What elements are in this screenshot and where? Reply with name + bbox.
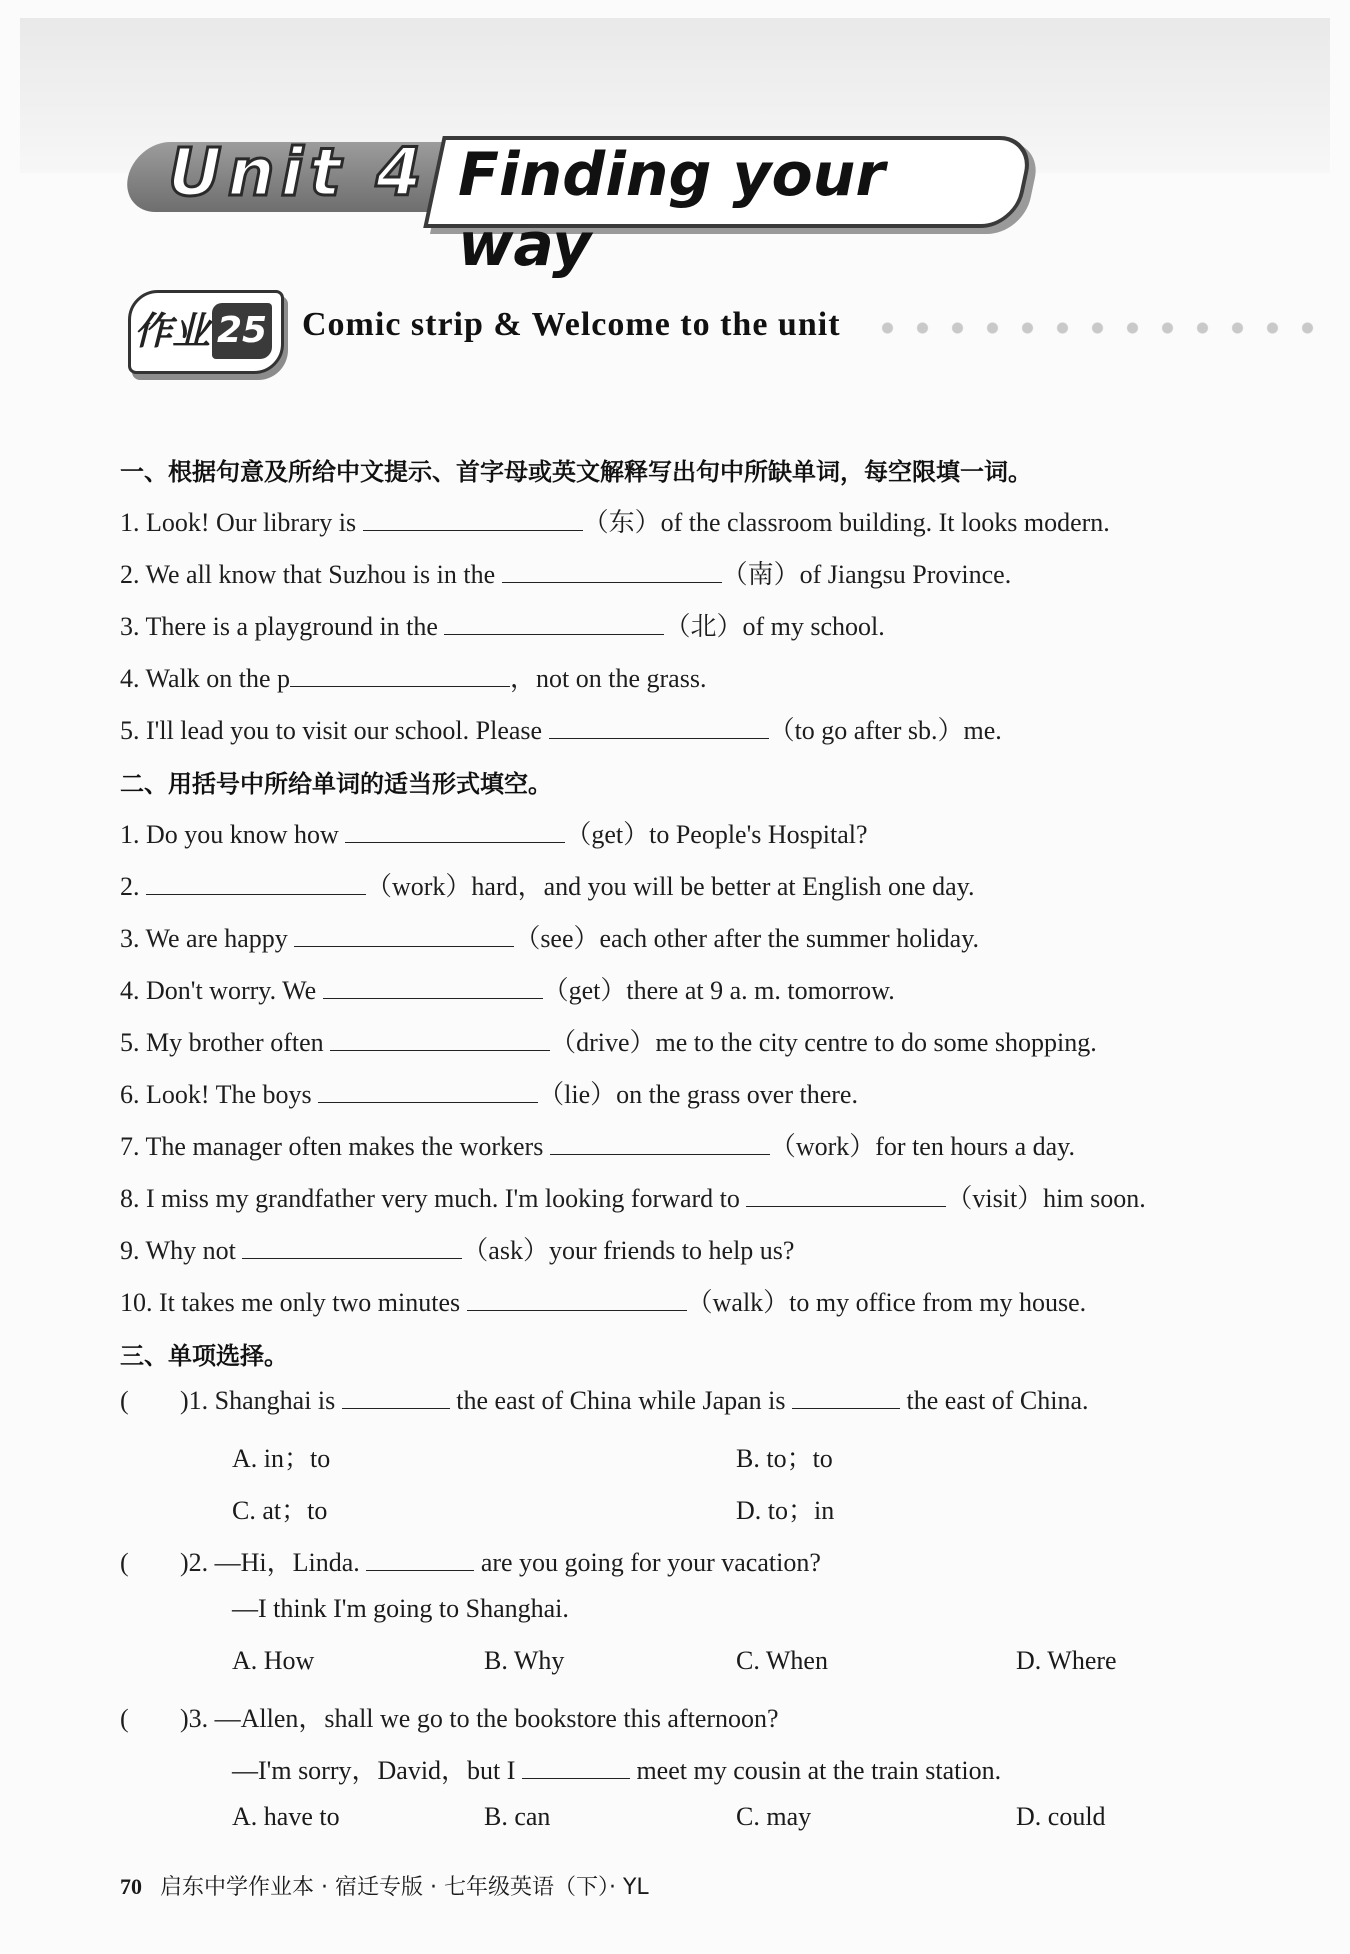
s2-item-7-pre: 7. The manager often makes the workers	[120, 1132, 550, 1161]
s2-item-5-post: （drive）me to the city centre to do some shopping.	[550, 1028, 1097, 1057]
homework-number: 25	[212, 303, 272, 359]
answer-blank[interactable]	[345, 822, 565, 843]
section3-heading: 三、单项选择。	[120, 1342, 288, 1370]
s2-item-9	[120, 1230, 794, 1267]
answer-blank[interactable]	[363, 510, 583, 531]
q2-reply: —I think I'm going to Shanghai.	[232, 1594, 569, 1623]
q2-post: are you going for your vacation?	[474, 1548, 821, 1577]
q2-option-b[interactable]: B. Why	[484, 1646, 565, 1675]
s2-item-9-post: （ask）your friends to help us?	[462, 1236, 795, 1265]
unit-banner	[128, 128, 1023, 280]
q2-stem	[120, 1542, 821, 1579]
answer-blank[interactable]	[318, 1082, 538, 1103]
s2-item-3-pre: 3. We are happy	[120, 924, 295, 953]
s2-item-10	[120, 1282, 1086, 1319]
answer-blank[interactable]	[444, 614, 664, 635]
homework-label: 作业	[134, 309, 211, 353]
dotted-divider	[870, 321, 1330, 335]
answer-blank[interactable]	[746, 1186, 946, 1207]
s2-item-1-pre: 1. Do you know how	[120, 820, 346, 849]
s1-item-1-post: （东）of the classroom building. It looks modern.	[582, 508, 1110, 537]
answer-blank[interactable]	[550, 1134, 770, 1155]
answer-blank[interactable]	[323, 978, 543, 999]
q1-option-c[interactable]: C. at；to	[232, 1496, 328, 1525]
q3-pre: —I'm sorry，David，but I	[232, 1756, 522, 1785]
s2-item-8-post: （visit）him soon.	[946, 1184, 1146, 1213]
answer-blank[interactable]	[792, 1388, 900, 1409]
s2-item-4	[120, 970, 895, 1007]
s2-item-8-pre: 8. I miss my grandfather very much. I'm looking forward to	[120, 1184, 747, 1213]
answer-blank[interactable]	[549, 718, 769, 739]
s1-item-3	[120, 606, 885, 643]
lesson-title: Comic strip & Welcome to the unit	[302, 306, 841, 343]
s2-item-3-post: （see）each other after the summer holiday.	[514, 924, 979, 953]
page-number: 70	[120, 1874, 142, 1899]
s2-item-9-pre: 9. Why not	[120, 1236, 243, 1265]
s2-item-7-post: （work）for ten hours a day.	[769, 1132, 1075, 1161]
answer-blank[interactable]	[242, 1238, 462, 1259]
q1-option-a[interactable]: A. in；to	[232, 1444, 331, 1473]
answer-blank[interactable]	[522, 1758, 630, 1779]
section1-heading: 一、根据句意及所给中文提示、首字母或英文解释写出句中所缺单词，每空限填一词。	[120, 458, 1032, 486]
q3-answer-bracket[interactable]: (	[120, 1704, 129, 1733]
answer-blank[interactable]	[330, 1030, 550, 1051]
answer-blank[interactable]	[290, 666, 510, 687]
q2-option-d[interactable]: D. Where	[1016, 1646, 1117, 1675]
s1-item-3-pre: 3. There is a playground in the	[120, 612, 445, 641]
answer-blank[interactable]	[146, 874, 366, 895]
q1-stem	[120, 1386, 1088, 1416]
s1-item-4-pre: 4. Walk on the p	[120, 664, 291, 693]
s2-item-10-pre: 10. It takes me only two minutes	[120, 1288, 467, 1317]
s2-item-2	[120, 866, 974, 903]
s1-item-5	[120, 710, 1002, 747]
s2-item-6	[120, 1074, 858, 1111]
s2-item-4-post: （get）there at 9 a. m. tomorrow.	[542, 976, 895, 1005]
s2-item-4-pre: 4. Don't worry. We	[120, 976, 323, 1005]
q1-post: the east of China.	[900, 1386, 1089, 1415]
q2-option-a[interactable]: A. How	[232, 1646, 315, 1675]
s1-item-2-post: （南）of Jiangsu Province.	[721, 560, 1012, 589]
s2-item-6-post: （lie）on the grass over there.	[538, 1080, 858, 1109]
q1-option-b[interactable]: B. to；to	[736, 1444, 833, 1473]
s1-item-4-post: ，not on the grass.	[510, 664, 707, 693]
s2-item-3	[120, 918, 979, 955]
q3-line1: )3. —Allen，shall we go to the bookstore this afternoon?	[180, 1704, 779, 1733]
q3-option-b[interactable]: B. can	[484, 1802, 551, 1831]
s1-item-1-pre: 1. Look! Our library is	[120, 508, 363, 537]
q1-answer-bracket[interactable]: (	[120, 1386, 129, 1415]
s1-item-1	[120, 502, 1110, 539]
answer-blank[interactable]	[467, 1290, 687, 1311]
s2-item-2-pre: 2.	[120, 872, 146, 901]
q1-option-d[interactable]: D. to；in	[736, 1496, 835, 1525]
s2-item-6-pre: 6. Look! The boys	[120, 1080, 319, 1109]
s2-item-5-pre: 5. My brother often	[120, 1028, 331, 1057]
q1-mid: the east of China while Japan is	[449, 1386, 793, 1415]
s2-item-10-post: （walk）to my office from my house.	[686, 1288, 1087, 1317]
s1-item-2	[120, 554, 1011, 591]
s1-item-2-pre: 2. We all know that Suzhou is in the	[120, 560, 502, 589]
s2-item-7	[120, 1126, 1075, 1163]
s2-item-5	[120, 1022, 1097, 1059]
q3-option-d[interactable]: D. could	[1016, 1802, 1106, 1831]
answer-blank[interactable]	[502, 562, 722, 583]
q3-reply	[232, 1750, 1001, 1787]
unit-title: Finding your way	[458, 140, 885, 280]
unit-label: Unit 4	[168, 134, 428, 211]
s1-item-5-post: （to go after sb.）me.	[768, 716, 1002, 745]
s1-item-4	[120, 658, 706, 695]
q3-stem	[120, 1698, 779, 1735]
q3-option-a[interactable]: A. have to	[232, 1802, 340, 1831]
book-title: 启东中学作业本 · 宿迁专版 · 七年级英语（下）· YL	[160, 1875, 649, 1900]
q3-option-c[interactable]: C. may	[736, 1802, 812, 1831]
q2-answer-bracket[interactable]: (	[120, 1548, 129, 1577]
s2-item-2-post: （work）hard，and you will be better at English one day.	[366, 872, 975, 901]
q1-pre: )1. Shanghai is	[180, 1386, 342, 1415]
q3-post: meet my cousin at the train station.	[629, 1756, 1002, 1785]
s2-item-8	[120, 1178, 1146, 1215]
answer-blank[interactable]	[342, 1388, 450, 1409]
answer-blank[interactable]	[294, 926, 514, 947]
answer-blank[interactable]	[366, 1550, 474, 1571]
s2-item-1-post: （get）to People's Hospital?	[565, 820, 868, 849]
s1-item-3-post: （北）of my school.	[664, 612, 885, 641]
q2-pre: )2. —Hi，Linda.	[180, 1548, 367, 1577]
s1-item-5-pre: 5. I'll lead you to visit our school. Please	[120, 716, 549, 745]
page-footer	[120, 1870, 649, 1901]
q2-option-c[interactable]: C. When	[736, 1646, 828, 1675]
section2-heading: 二、用括号中所给单词的适当形式填空。	[120, 770, 552, 798]
s2-item-1	[120, 814, 868, 851]
